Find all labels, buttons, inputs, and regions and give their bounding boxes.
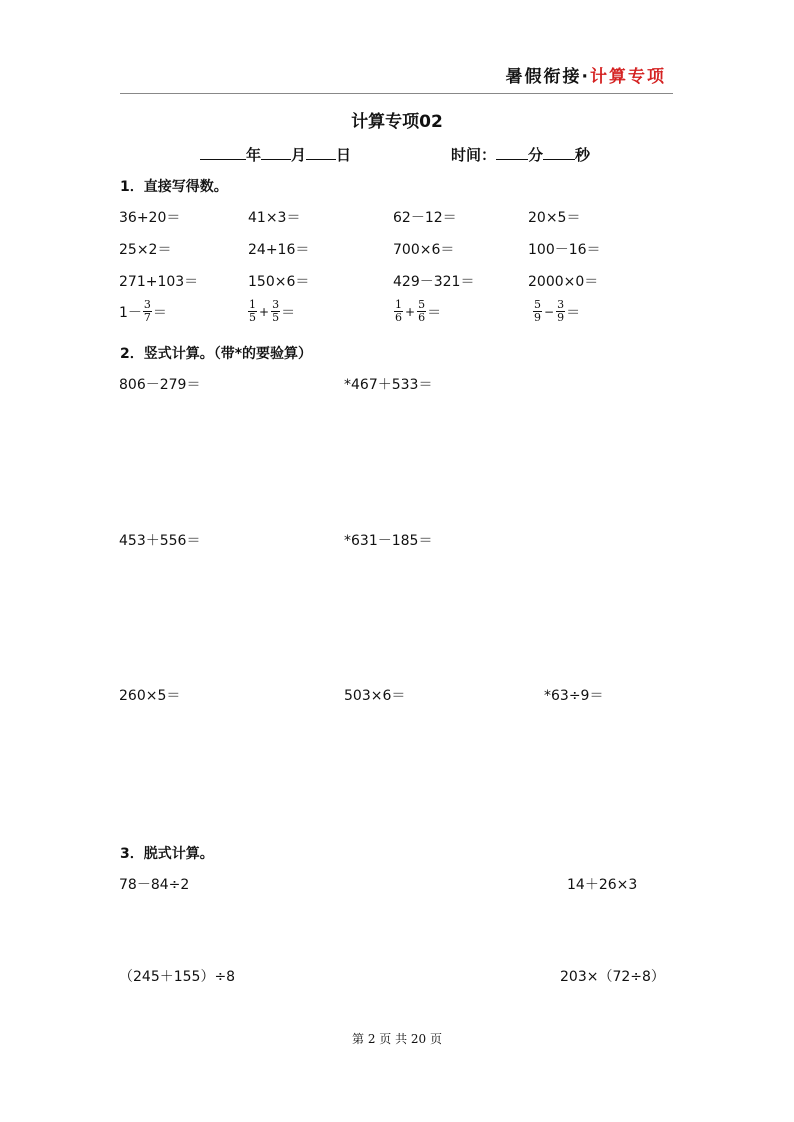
s2-item: *631－185＝ (344, 533, 433, 549)
time-label: 时间： (451, 146, 497, 164)
time-field (451, 144, 590, 165)
minute-label: 分 (528, 146, 544, 164)
page-footer: 第 2 页 共 20 页 (352, 1032, 442, 1046)
fraction-item: $\frac{5}{9}$ − $\frac{3}{9}$ ＝ (534, 298, 581, 324)
year-blank[interactable] (200, 145, 246, 160)
s3-item: 78－84÷2 (119, 877, 190, 893)
s1-item: 20×5＝ (528, 210, 581, 226)
s2-item: *63÷9＝ (544, 688, 604, 704)
fraction: $\frac{3}{5}$ (272, 298, 280, 324)
s3-item: 203×（72÷8） (560, 969, 665, 985)
section3-heading: 3．脱式计算。 (120, 846, 214, 862)
s3-item: 14＋26×3 (567, 877, 638, 893)
section2-heading: 2．竖式计算。（带*的要验算） (120, 346, 313, 362)
s2-item: 260×5＝ (119, 688, 181, 704)
month-label: 月 (291, 146, 307, 164)
fraction: $\frac{1}{5}$ (249, 298, 256, 324)
s3-item: （245＋155）÷8 (119, 969, 236, 985)
section1-heading: 1．直接写得数。 (120, 179, 228, 195)
header-prefix: 暑假衔接· (505, 67, 590, 87)
fraction: $\frac{5}{9}$ (534, 298, 541, 324)
fraction: $\frac{3}{9}$ (557, 298, 565, 324)
page-title: 计算专项02 (351, 112, 443, 132)
s1-item: 36+20＝ (119, 210, 181, 226)
fraction-item: $\frac{1}{5}$ + $\frac{3}{5}$ ＝ (249, 298, 296, 324)
header-divider (120, 93, 673, 94)
fraction: $\frac{1}{6}$ (395, 298, 402, 324)
year-label: 年 (246, 146, 262, 164)
s1-item: 24+16＝ (248, 242, 310, 258)
second-label: 秒 (575, 146, 591, 164)
s1-item: 429－321＝ (393, 274, 475, 290)
day-blank[interactable] (306, 145, 336, 160)
s2-item: 806－279＝ (119, 377, 201, 393)
fraction-item: 1－ $\frac{3}{7}$ ＝ (119, 298, 167, 324)
s1-item: 2000×0＝ (528, 274, 599, 290)
fraction-item: $\frac{1}{6}$ + $\frac{5}{6}$ ＝ (395, 298, 442, 324)
s2-item: 503×6＝ (344, 688, 406, 704)
header-accent: 计算专项 (590, 67, 666, 87)
s1-item: 700×6＝ (393, 242, 455, 258)
s1-item: 62－12＝ (393, 210, 457, 226)
date-field (200, 144, 351, 165)
s1-item: 271+103＝ (119, 274, 199, 290)
second-blank[interactable] (543, 145, 575, 160)
month-blank[interactable] (261, 145, 291, 160)
page-header (506, 62, 666, 87)
fraction: $\frac{3}{7}$ (143, 298, 151, 324)
fraction: $\frac{5}{6}$ (418, 298, 426, 324)
s1-item: 41×3＝ (248, 210, 301, 226)
s1-item: 150×6＝ (248, 274, 310, 290)
s1-item: 100－16＝ (528, 242, 601, 258)
s2-item: *467＋533＝ (344, 377, 433, 393)
s2-item: 453＋556＝ (119, 533, 201, 549)
day-label: 日 (336, 146, 352, 164)
minute-blank[interactable] (496, 145, 528, 160)
s1-item: 25×2＝ (119, 242, 172, 258)
